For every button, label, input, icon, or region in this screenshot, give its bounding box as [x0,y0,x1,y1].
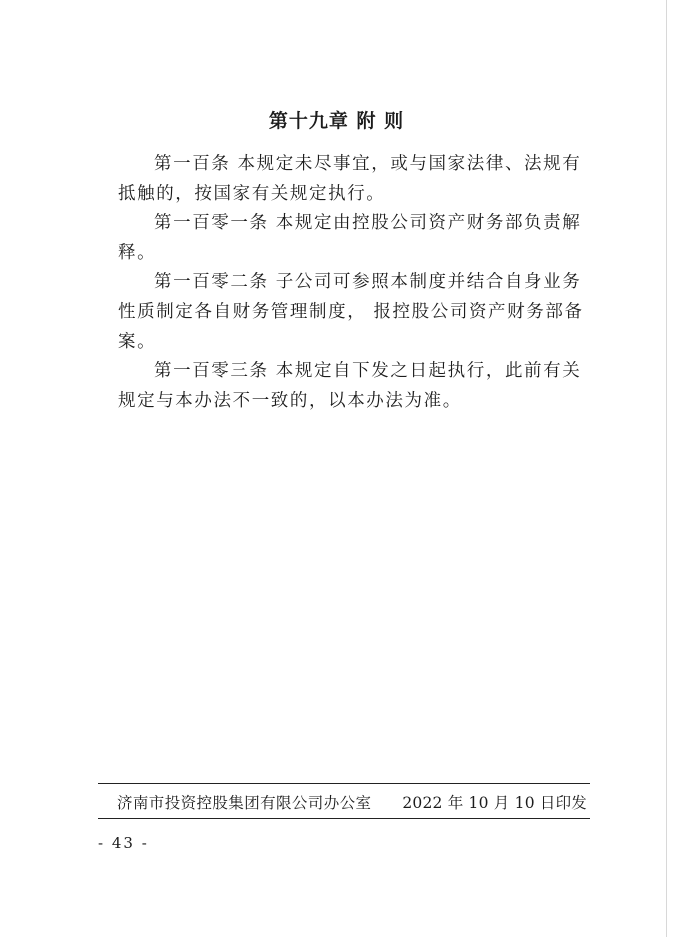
footer-top-rule [98,783,590,784]
article-paragraph: 第一百零一条 本规定由控股公司资产财务部负责解释。 [118,213,582,263]
footer-bottom-rule [98,818,590,819]
print-date: 2022 年 10 月 10 日印发 [402,794,587,812]
issuer-name: 济南市投资控股集团有限公司办公室 [117,794,372,812]
article-list [118,150,598,416]
scan-edge-line [666,0,667,937]
article-paragraph: 第一百零三条 本规定自下发之日起执行，此前有关规定与本办法不一致的，以本办法为准。 [118,361,582,411]
article-paragraph: 第一百零二条 子公司可参照本制度并结合自身业务性质制定各自财务管理制度， 报控股公司资产财务部备案。 [118,272,584,352]
chapter-title: 第十九章 附 则 [268,110,405,132]
article-paragraph: 第一百条 本规定未尽事宜，或与国家法律、法规有抵触的，按国家有关规定执行。 [118,154,582,204]
page-number: - 43 - [98,834,149,852]
